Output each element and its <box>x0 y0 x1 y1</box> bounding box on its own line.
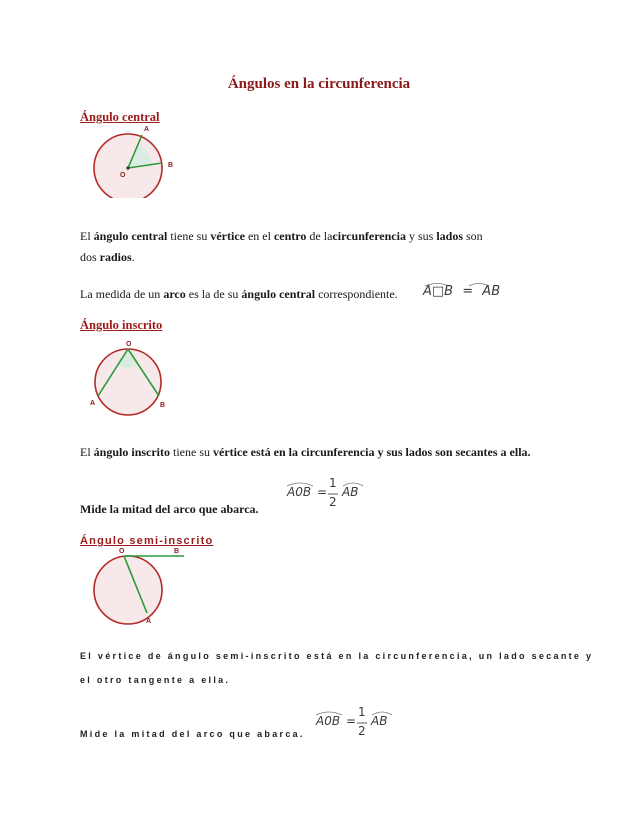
formula-inscrito <box>287 473 377 513</box>
page-title: Ángulos en la circunferencia <box>227 76 411 92</box>
heading-angulo-semi-inscrito: Ángulo semi-inscrito <box>80 535 214 547</box>
formula-left: A0B <box>287 485 312 499</box>
formula-den: 2 <box>329 495 337 509</box>
figure-angulo-semi-inscrito <box>86 548 196 628</box>
label-b: B <box>174 548 180 555</box>
label-b: B <box>168 162 174 169</box>
paragraph-central-2: La medida de un arco es la de su ángulo central correspondiente. <box>80 287 398 301</box>
center-point <box>126 166 129 169</box>
label-o: O <box>120 172 126 179</box>
label-a: A <box>90 400 96 407</box>
paragraph-inscrito-1: El ángulo inscrito tiene su vértice está en la circunferencia y sus lados son secantes a ella. <box>80 445 531 459</box>
formula-num: 1 <box>358 705 366 719</box>
figure-angulo-central <box>86 122 186 198</box>
label-b: B <box>160 402 166 409</box>
paragraph-central-1: El ángulo central tiene su vértice en el centro de lacircunferencia y sus lados son <box>80 229 483 243</box>
formula-semi <box>316 702 406 742</box>
heading-angulo-inscrito: Ángulo inscrito <box>80 318 163 332</box>
formula-num: 1 <box>329 476 337 490</box>
paragraph-semi-1b: el otro tangente a ella. <box>80 675 231 685</box>
paragraph-semi-1: El vértice de ángulo semi-inscrito está en la circunferencia, un lado secante y <box>80 651 594 661</box>
paragraph-semi-2: Mide la mitad del arco que abarca. <box>80 729 305 739</box>
formula-eq: = <box>317 485 328 499</box>
heading-angulo-central: Ángulo central <box>80 110 160 124</box>
label-a: A <box>144 126 150 133</box>
formula-left: A0B <box>316 714 341 728</box>
formula-eq: = <box>346 714 357 728</box>
formula-right: AB <box>482 284 501 299</box>
formula-right: AB <box>371 714 388 728</box>
formula-right: AB <box>342 485 359 499</box>
label-o: O <box>119 548 125 555</box>
label-a: A <box>146 618 152 625</box>
paragraph-central-1b: dos radios. <box>80 250 135 264</box>
label-o: O <box>126 341 132 348</box>
formula-den: 2 <box>358 724 366 738</box>
formula-left: A□B <box>423 284 454 299</box>
figure-angulo-inscrito <box>86 340 186 418</box>
paragraph-inscrito-2: Mide la mitad del arco que abarca. <box>80 502 259 516</box>
